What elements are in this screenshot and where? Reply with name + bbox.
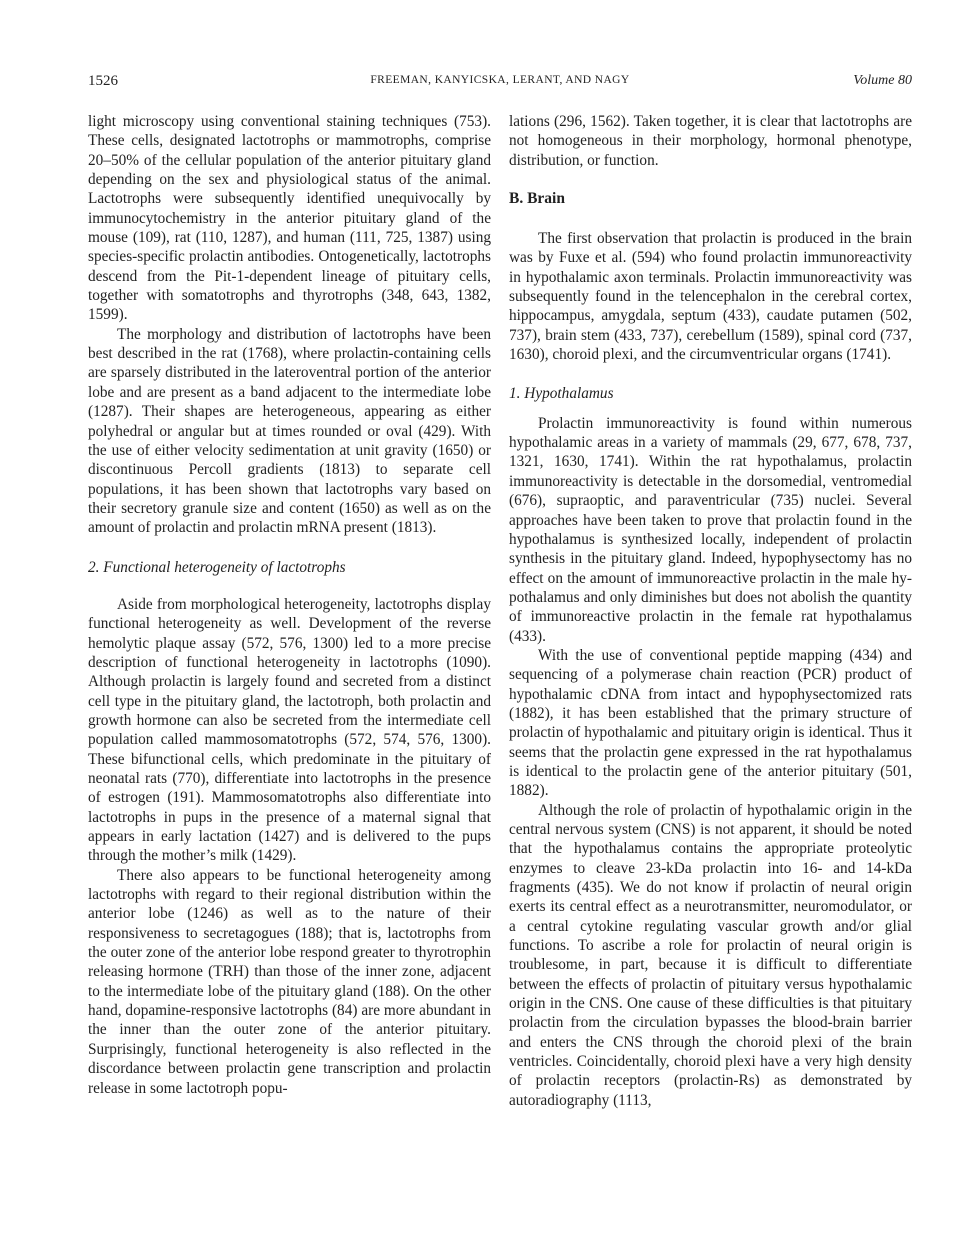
left-paragraph-3: Aside from morphological heterogeneity, lactotrophs display functional heterogeneity as well. Development of the reverse hemolytic plaque assay (572, 576, 1300) led to a more precise description of functional heterogeneity in lactotrophs (1090). Although prolactin is largely found and secreted from a distinct cell type in the pituitary gland, the lactotroph, both prolactin and growth hormone can also be secreted from the intermediate cell population called mammosomatotrophs (572, 574, 576, 1300). These bifunctional cells, which predominate in the pituitary of neonatal rats (770), differentiate into lactotrophs in the presence of estrogen (191). Mammosomatotrophs also differentiate into lactotrophs in pups in the presence of a maternal signal that appears in early lactation (1427) and is delivered to the pups through the mother’s milk (1429).	[88, 595, 491, 865]
subsection-heading-functional-heterogeneity: 2. Functional heterogeneity of lactotrophs	[88, 558, 346, 576]
left-column	[88, 112, 491, 1098]
volume-label: Volume 80	[853, 73, 912, 88]
page-number: 1526	[88, 73, 118, 89]
right-paragraph-5: Although the role of prolactin of hypothalamic origin in the central nervous system (CNS) is not apparent, it should be noted that the hypothalamus contains the appropriate proteolytic enzymes to cleave 23-kDa prolactin into 16- and 14-kDa fragments (435). We do not know if prolactin of neural origin exerts its central effect as a neurotransmitter, neuromodulator, or a central cytokine regulating vascular growth and/or glial functions. To ascribe a role for prolactin of neural origin is troublesome, in part, because it is difficult to differentiate between the effects of prolactin of pituitary versus hypothalamic origin in the CNS. One cause of these difficulties is that pituitary prolactin from the circulation bypasses the blood-brain barrier and enters the CNS through the choroid plexi of the brain ventricles. Coincidentally, choroid plexi have a very high density of prolactin receptors (prolactin-Rs) as demonstrated by autoradiography (1113,	[509, 801, 912, 1109]
right-paragraph-4: With the use of conventional peptide mapping (434) and sequencing of a polymerase chain reaction (PCR) product of hypothalamic cDNA from intact and hypophysectomized rats (1882), it has been established that the primary structure of prolactin of hypothalamic and pituitary origin is identical. Thus it seems that the prolactin gene expressed in the rat hypothalamus is identical to the prolactin gene of the anterior pituitary (501, 1882).	[509, 646, 912, 800]
subsection-heading-hypothalamus: 1. Hypothalamus	[509, 385, 614, 403]
right-paragraph-3: Prolactin immunoreactivity is found within numerous hypothalamic areas in a variety of mammals (29, 677, 678, 737, 1321, 1630, 1741). Within the rat hypothalamus, prolactin immunoreactivity is detectable in the dorsomedial, ventromedial (676), supraoptic, and paraventricular (735) nuclei. Several approaches have been taken to prove that prolactin found in the hypothalamus is synthesized locally, independent of prolactin synthesis in the pituitary gland. Indeed, hypophysectomy has no effect on the amount of immunoreactive prolactin in the male hypothalamus and only diminishes but does not abolish the quantity of immunoreactive prolactin in the female rat hypothalamus (433).	[509, 414, 912, 645]
left-paragraph-1: light microscopy using conventional staining techniques (753). These cells, designated lactotrophs or mammotrophs, comprise 20–50% of the cellular population of the anterior pituitary gland depending on the sex and physiological status of the animal. Lactotrophs were subsequently identified unequivocally by immunocytochemistry in the anterior pituitary gland of the mouse (109), rat (110, 1287), and human (111, 725, 1387) using species-specific prolactin antibodies. Ontogenetically, lactotrophs descend from the Pit-1-dependent lineage of pituitary cells, together with somatotrophs and thyrotrophs (348, 643, 1382, 1599).	[88, 113, 491, 324]
right-column	[509, 112, 912, 1110]
left-paragraph-4: There also appears to be functional heterogeneity among lactotrophs with regard to their regional distribution within the anterior lobe (1246) as well as to the nature of their responsiveness to secretagogues (188); that is, lactotrophs from the outer zone of the anterior lobe respond greater to thyrotrophin releasing hormone (TRH) than those of the inner zone, adjacent to the intermediate lobe of the pituitary gland (188). On the other hand, dopamine-responsive lactotrophs (84) are more abundant in the inner than the outer zone of the anterior pituitary. Surprisingly, functional heterogeneity is also reflected in the discordance between prolactin gene transcription and prolactin release in some lactotroph popu-	[88, 866, 491, 1097]
section-heading-brain: B. Brain	[509, 190, 565, 208]
running-head-authors: FREEMAN, KANYICSKA, LERANT, AND NAGY	[370, 74, 630, 86]
running-header	[88, 73, 912, 93]
right-paragraph-2: The first observation that prolactin is produced in the brain was by Fuxe et al. (594) who found prolactin immunoreactivity in hypothalamic axon terminals. Prolactin immunoreactivity was subsequently found in the telencephalon in the cerebral cortex, hippocampus, amygdala, septum (433), caudate putamen (502, 737), brain stem (433, 737), cerebellum (1589), spinal cord (737, 1630), choroid plexi, and the circumventricular organs (1741).	[509, 230, 912, 364]
left-paragraph-2: The morphology and distribution of lactotrophs have been best described in the rat (1768), where prolactin-containing cells are sparsely distributed in the lateroventral portion of the anterior lobe and are present as a band adjacent to the intermediate lobe (1287). Their shapes are heterogeneous, appearing as either polyhedral or angular but at times rounded or oval (429). With the use of either velocity sedimentation at unit gravity (1650) or discontinuous Percoll gradients (1813) to separate cell populations, it has been shown that lactotrophs vary based on their secretory granule size and content (1650) as well as on the amount of prolactin and prolactin mRNA present (1813).	[88, 325, 491, 537]
right-paragraph-1: lations (296, 1562). Taken together, it is clear that lactotrophs are not homogeneous in their morphology, hormonal phenotype, distribution, or function.	[509, 113, 912, 169]
